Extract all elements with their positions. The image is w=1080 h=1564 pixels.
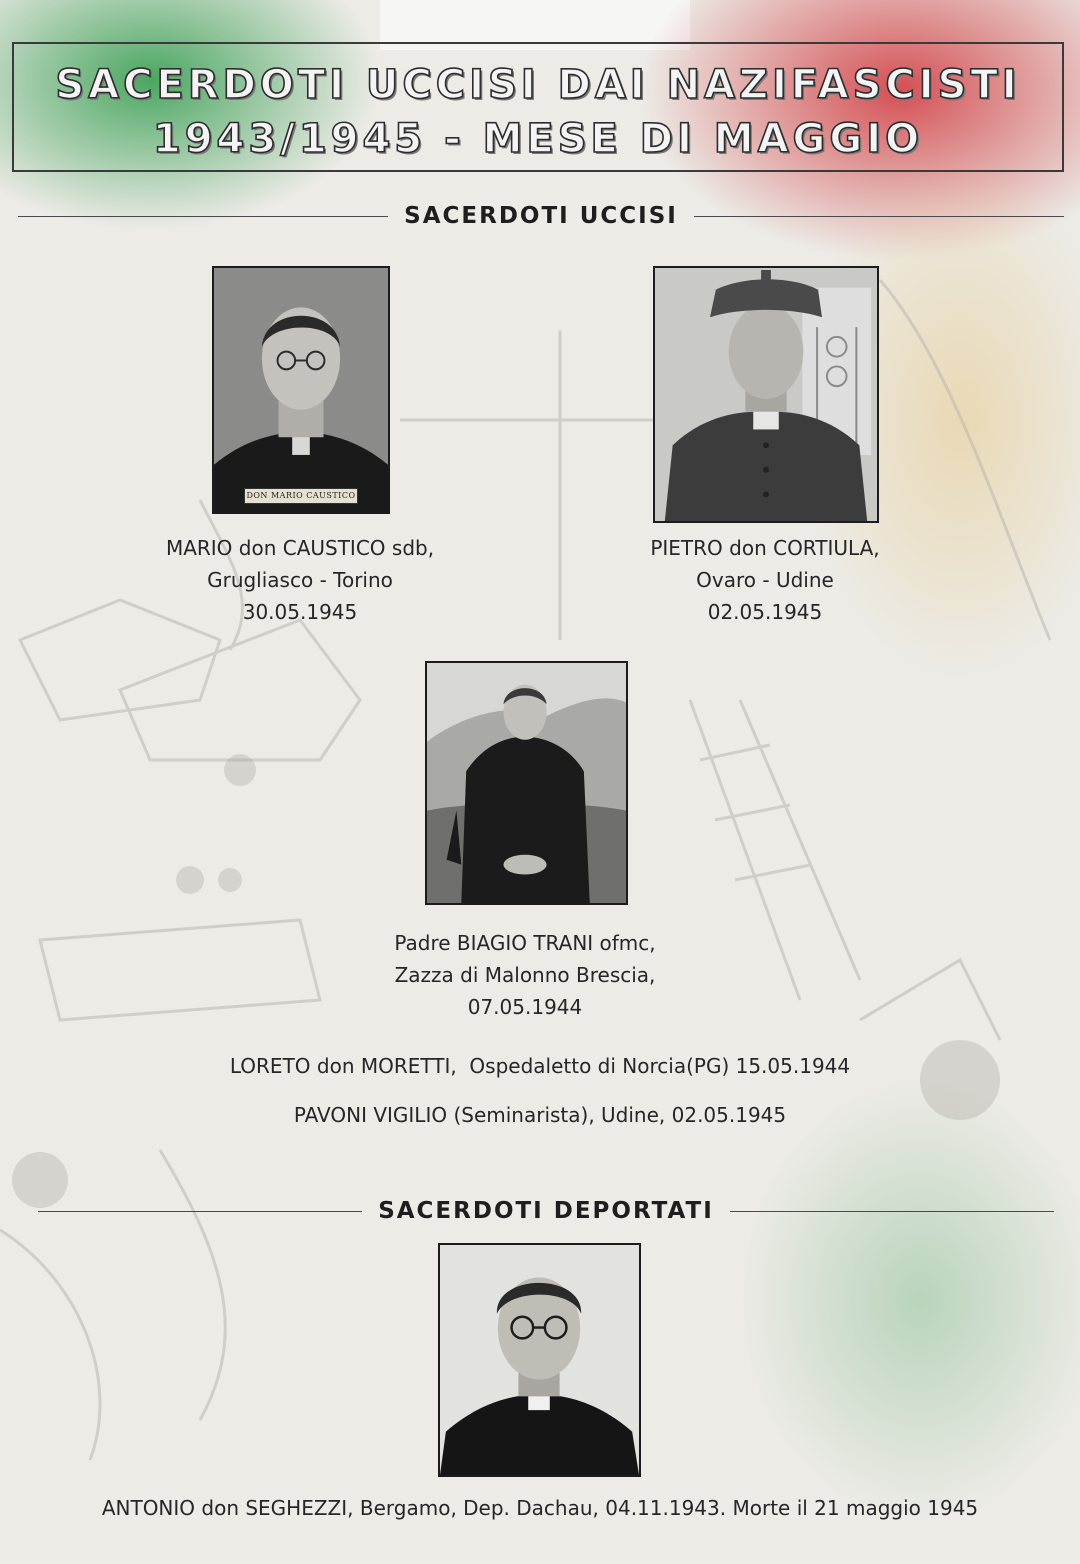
- divider-left: [38, 1211, 362, 1212]
- caption-trani: [365, 927, 685, 1023]
- portrait-photo-trani: [425, 661, 628, 905]
- section-heading-killed-label: SACERDOTI UCCISI: [404, 203, 678, 229]
- portrait-photo-seghezzi: [438, 1243, 641, 1477]
- section-heading-killed: [18, 201, 1064, 231]
- caption-caustico-date: 30.05.1945: [242, 600, 358, 624]
- portrait-photo-caustico: [212, 266, 390, 514]
- caption-caustico-place: Grugliasco - Torino: [207, 568, 393, 592]
- section-heading-deported: [38, 1196, 1054, 1226]
- section-heading-deported-label: SACERDOTI DEPORTATI: [378, 1198, 714, 1224]
- entry-moretti: LORETO don MORETTI, Ospedaletto di Norcia(PG) 15.05.1944: [229, 1054, 851, 1078]
- divider-right: [694, 216, 1064, 217]
- entry-seghezzi: ANTONIO don SEGHEZZI, Bergamo, Dep. Dachau, 04.11.1943. Morte il 21 maggio 1945: [101, 1496, 979, 1520]
- title-box: [12, 42, 1064, 172]
- photo-label-caustico: DON MARIO CAUSTICO: [244, 488, 358, 504]
- caption-caustico: [140, 532, 460, 628]
- portrait-photo-cortiula: [653, 266, 879, 523]
- caption-trani-date: 07.05.1944: [467, 995, 583, 1019]
- caption-caustico-name: MARIO don CAUSTICO sdb,: [165, 536, 435, 560]
- caption-cortiula-date: 02.05.1945: [707, 600, 823, 624]
- page-title-line-1: SACERDOTI UCCISI DAI NAZIFASCISTI: [55, 62, 1021, 108]
- divider-left: [18, 216, 388, 217]
- entry-pavoni: PAVONI VIGILIO (Seminarista), Udine, 02.05.1945: [293, 1103, 787, 1127]
- caption-cortiula-name: PIETRO don CORTIULA,: [650, 536, 880, 560]
- caption-trani-place: Zazza di Malonno Brescia,: [394, 963, 656, 987]
- divider-right: [730, 1211, 1054, 1212]
- page-title-line-2: 1943/1945 - MESE DI MAGGIO: [152, 116, 924, 162]
- caption-cortiula-place: Ovaro - Udine: [696, 568, 834, 592]
- caption-trani-name: Padre BIAGIO TRANI ofmc,: [394, 931, 656, 955]
- caption-cortiula: [605, 532, 925, 628]
